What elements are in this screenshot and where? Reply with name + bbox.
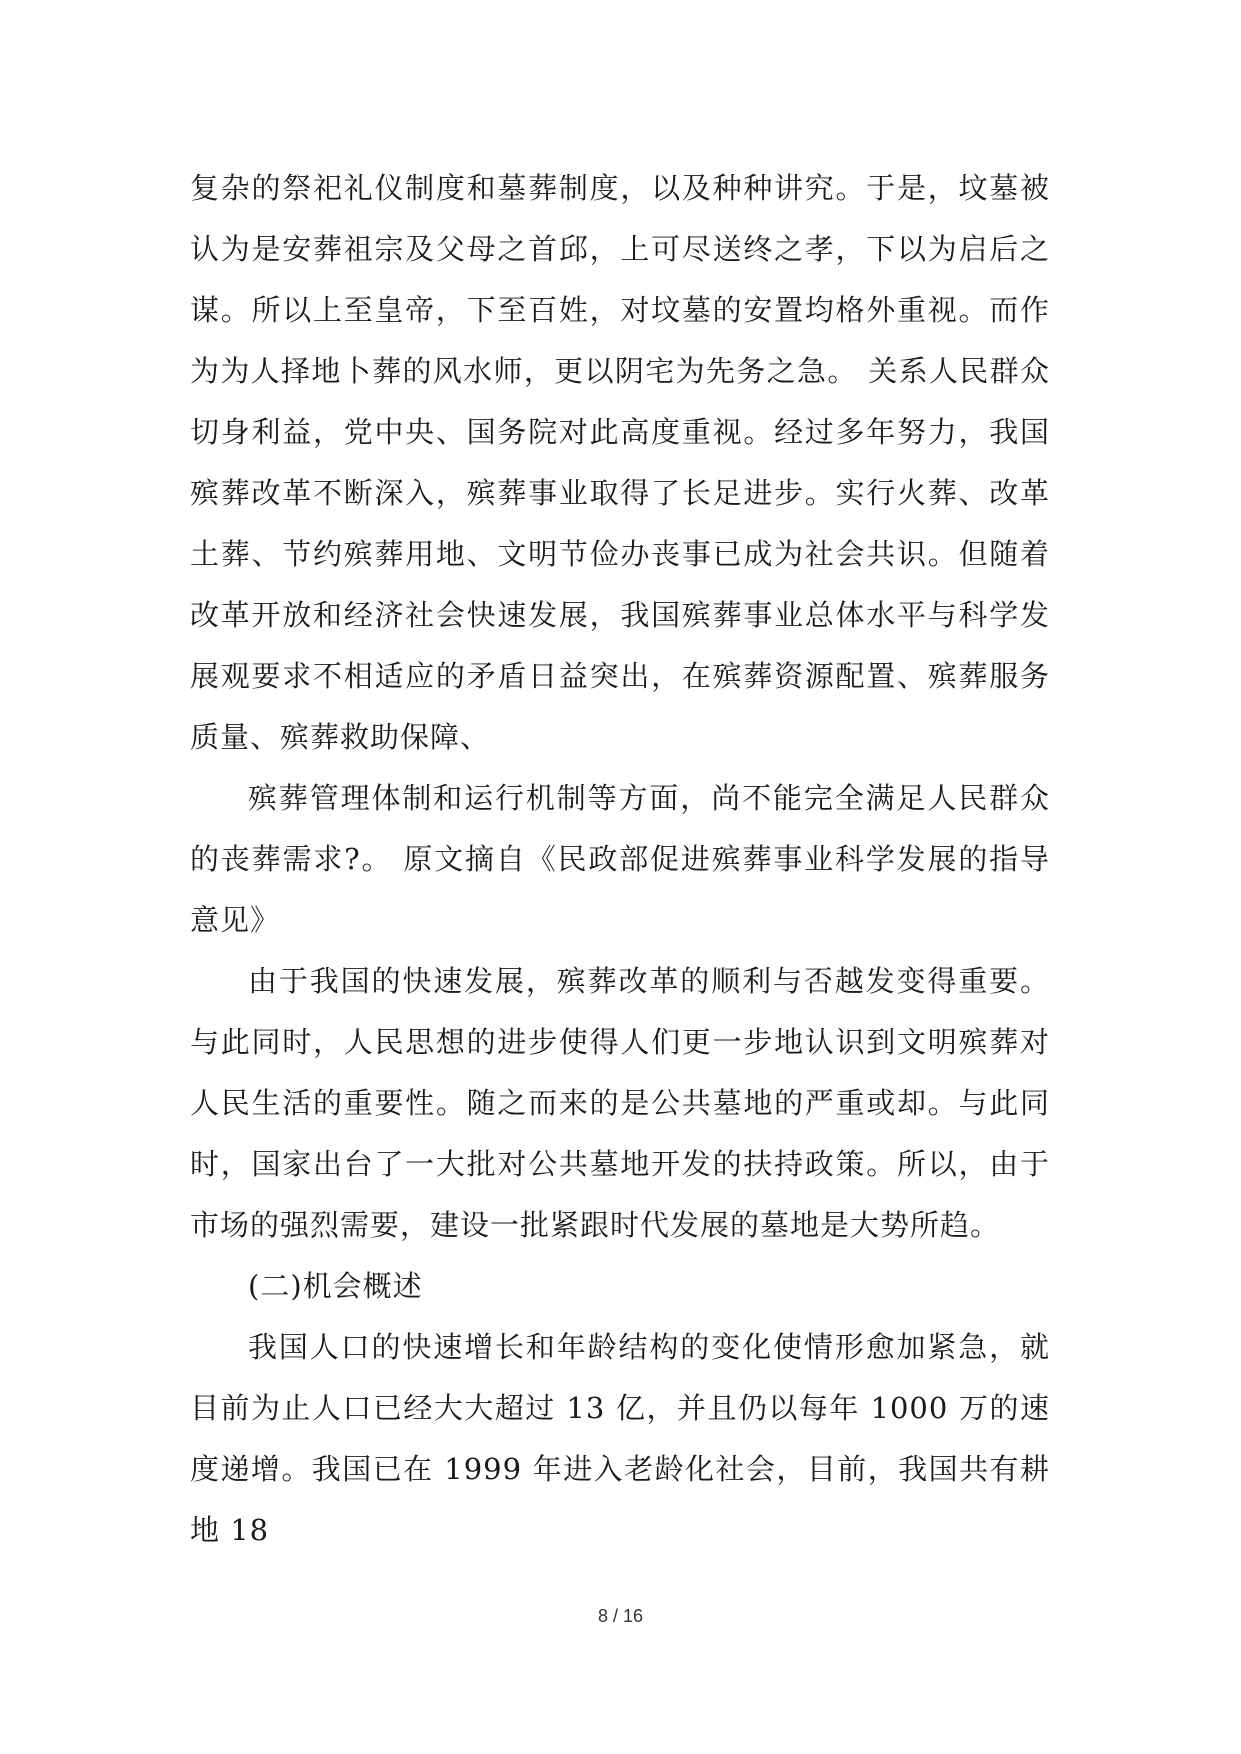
page-number: 8 / 16 <box>597 1606 644 1626</box>
paragraph-funeral-customs: 复杂的祭祀礼仪制度和墓葬制度，以及种种讲究。于是，坟墓被认为是安葬祖宗及父母之首邱，上可尽送终之孝，下以为启后之谋。所以上至皇帝，下至百姓，对坟墓的安置均格外重视。而作为为人择地卜葬的风水师，更以阴宅为先务之急。 关系人民群众切身利益，党中央、国务院对此高度重视。经过多年努力，我国殡葬改革不断深入，殡葬事业取得了长足进步。实行火葬、改革土葬、节约殡葬用地、文明节俭办丧事已成为社会共识。但随着改革开放和经济社会快速发展，我国殡葬事业总体水平与科学发展观要求不相适应的矛盾日益突出，在殡葬资源配置、殡葬服务质量、殡葬救助保障、 <box>190 171 1050 754</box>
paragraph-management-system: 殡葬管理体制和运行机制等方面，尚不能完全满足人民群众的丧葬需求?。 原文摘自《民政部促进殡葬事业科学发展的指导意见》 <box>190 781 1050 937</box>
paragraph-population-growth: 我国人口的快速增长和年龄结构的变化使情形愈加紧急，就目前为止人口已经大大超过 13 亿，并且仍以每年 1000 万的速度递增。我国已在 1999 年进入老龄化社会，目前，我国共有耕地 18 <box>190 1330 1050 1547</box>
paragraph-rapid-development: 由于我国的快速发展，殡葬改革的顺利与否越发变得重要。与此同时，人民思想的进步使得人们更一步地认识到文明殡葬对人民生活的重要性。随之而来的是公共墓地的严重或却。与此同时，国家出台了一大批对公共墓地开发的扶持政策。所以，由于市场的强烈需要，建设一批紧跟时代发展的墓地是大势所趋。 <box>190 964 1050 1242</box>
document-body <box>190 158 1050 1561</box>
section-heading-opportunity: (二)机会概述 <box>248 1269 423 1303</box>
